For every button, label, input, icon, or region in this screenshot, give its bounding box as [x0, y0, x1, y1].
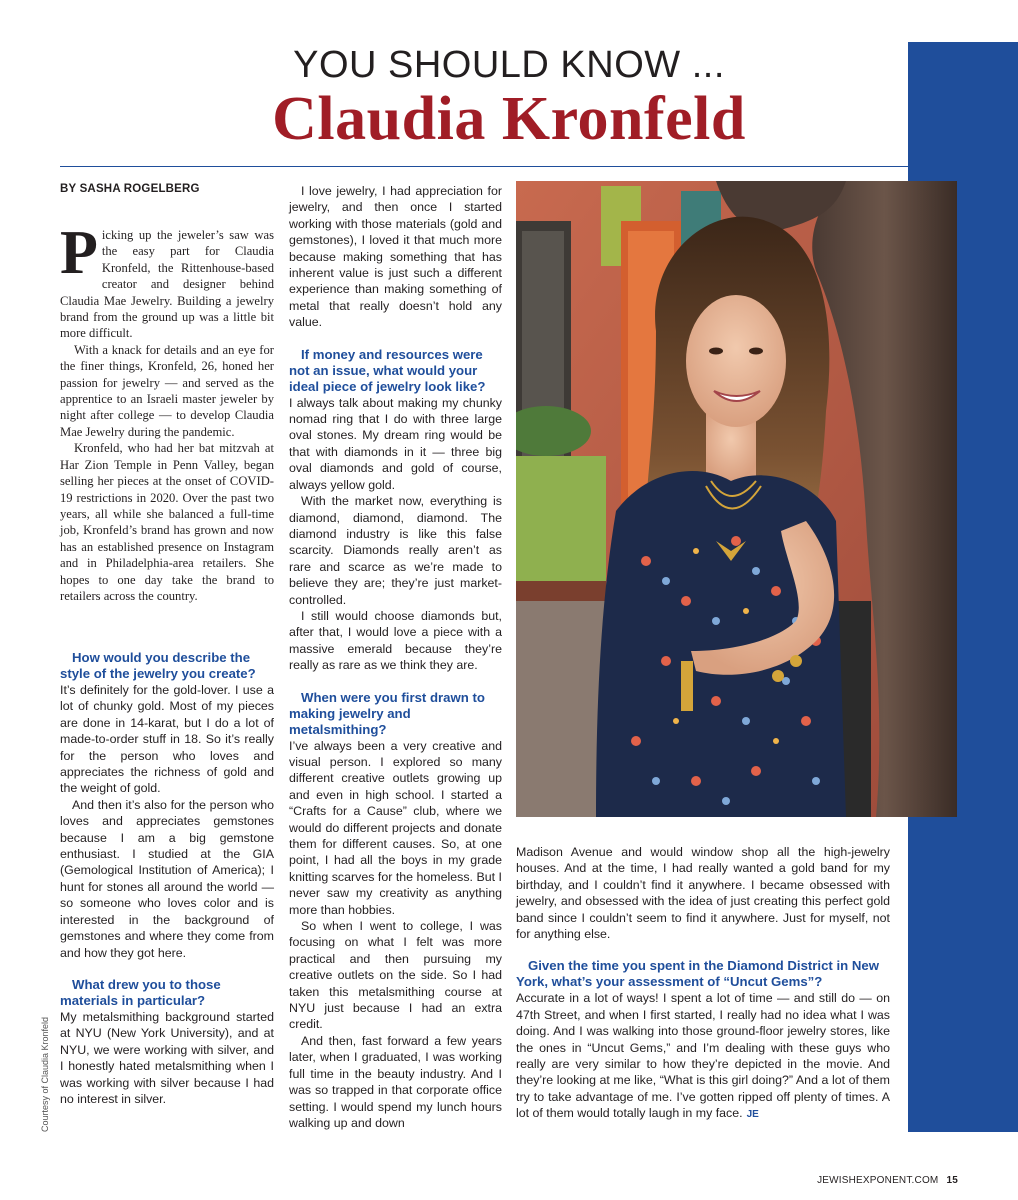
intro-paragraph-2: With a knack for details and an eye for the finer things, Kronfeld, 26, honed her passion for jewelry — and served as the apprentice to an Israeli master jeweler by night after college — to develop Claudia Mae Jewelry during the pandemic.: [60, 342, 274, 439]
answer-paragraph: I always talk about making my chunky nomad ring that I do with three large oval stones. My dream ring would be that with diamonds in it — three big oval diamonds and gold of course, always yellow gold.: [289, 395, 502, 492]
question-heading: What drew you to those materials in particular?: [60, 976, 221, 1008]
qa-column-3: [516, 844, 890, 1124]
header-rule: [60, 166, 908, 167]
question-heading: When were you first drawn to making jewelry and metalsmithing?: [289, 689, 485, 737]
intro-paragraph-1: Picking up the jeweler’s saw was the easy part for Claudia Kronfeld, the Rittenhouse-based creator and designer behind Claudia Mae Jewelry. Building a jewelry brand from the ground up was a little bit more difficult.: [60, 219, 274, 341]
answer-paragraph: So when I went to college, I was focusing on what I felt was more practical and then pursuing my creative outlets on the side. So I had taken this metalsmithing course at NYU just because I had an extra credit.: [289, 919, 502, 1032]
article-title: Claudia Kronfeld: [272, 85, 746, 153]
drop-cap: P: [60, 219, 98, 287]
end-mark: JE: [746, 1109, 759, 1121]
intro-text: [60, 219, 274, 604]
photo-credit: Courtesy of Claudia Kronfeld: [40, 1016, 50, 1132]
page-footer: [817, 1175, 958, 1186]
byline: BY SASHA ROGELBERG: [60, 183, 200, 195]
answer-paragraph: I’ve always been a very creative and visual person. I explored so many different creative outlets growing up and even in high school. I started a “Crafts for a Cause” club, where we would do different projects and donate them for different causes. So, at one point, I had all the boys in my grade knitting scarves for the homeless. But I never saw my creativity as anything more than hobbies.: [289, 738, 502, 917]
answer-paragraph: I still would choose diamonds but, after that, I would love a piece with a massive emerald because they’re really as rare as we think they are.: [289, 608, 502, 673]
site-url: JEWISHEXPONENT.COM: [817, 1175, 939, 1186]
answer-paragraph: And then, fast forward a few years later, when I graduated, I was working full time in the beauty industry. And I was so trapped in that corporate office setting. I would spend my lunch hours walking up and down: [289, 1033, 502, 1130]
section-kicker: YOU SHOULD KNOW ...: [293, 44, 725, 86]
answer-paragraph: It’s definitely for the gold-lover. I use a lot of chunky gold. Most of my pieces are done in 14-karat, but I do a lot of made-to-order stuff in 18. So it’s really for the person who loves and appreciates the richness of gold and the weight of gold.: [60, 683, 274, 796]
answer-paragraph: I love jewelry, I had appreciation for jewelry, and then once I started working with those materials (gold and gemstones), I loved it that much more because making something that has inherent value is just such a different experience than making something of metal that really doesn’t hold any value.: [289, 184, 502, 330]
answer-paragraph: Madison Avenue and would window shop all the high-jewelry houses. And at the time, I had really wanted a gold band for my birthday, and I couldn’t find it anywhere. I became obsessed with jewelry, and obsessed with the idea of just creating this perfect gold band since I couldn’t seem to find it anywhere. Just for myself, not for anything else.: [516, 845, 890, 942]
page-number: 15: [946, 1175, 958, 1186]
question-heading: Given the time you spent in the Diamond District in New York, what’s your assessment of “Uncut Gems”?: [516, 958, 879, 990]
answer-paragraph: Accurate in a lot of ways! I spent a lot of time — and still do — on 47th Street, and when I first started, I really had no idea what I was doing. And I was walking into those ground-floor jewelry stores, like the ones in “Uncut Gems,” and I’m dealing with these guys who really are very similar to how they’re depicted in the movie. And they’re looking at me like, “What is this girl doing?” And a lot of them try to take advantage of me. I’ve gotten ripped off plenty of times. A lot of them would totally laugh in my face. JE: [516, 991, 890, 1121]
portrait-photo: [516, 181, 957, 817]
answer-paragraph: My metalsmithing background started at NYU (New York University), and at NYU, we were working with silver, and I honestly hated metalsmithing when I was working with silver because I had no interest in silver.: [60, 1009, 274, 1106]
answer-paragraph: With the market now, everything is diamond, diamond, diamond. The diamond industry is like this false scarcity. Diamonds really aren’t as rare and scarce as we’re made to believe they are; they’re just market-controlled.: [289, 494, 502, 607]
intro-paragraph-3: Kronfeld, who had her bat mitzvah at Har Zion Temple in Penn Valley, began selling her pieces at the onset of COVID-19 restrictions in 2020. Over the past two years, all while she balanced a full-time job, Kronfeld’s brand has grown and now has an established presence on Instagram and in Philadelphia-area retailers. She hopes to one day take the brand to retailers across the country.: [60, 441, 274, 603]
qa-column-1: [60, 650, 274, 1107]
question-heading: How would you describe the style of the jewelry you create?: [60, 650, 256, 681]
qa-column-2: [289, 183, 502, 1131]
question-heading: If money and resources were not an issue, what would your ideal piece of jewelry look like?: [289, 346, 486, 394]
answer-paragraph: And then it’s also for the person who loves and appreciates gemstones because I am a big gemstone enthusiast. I studied at the GIA (Gemological Institution of America); I hunt for stones all around the world — so someone who loves color and is interested in the background of gemstones and where they come from and how they got here.: [60, 797, 274, 960]
